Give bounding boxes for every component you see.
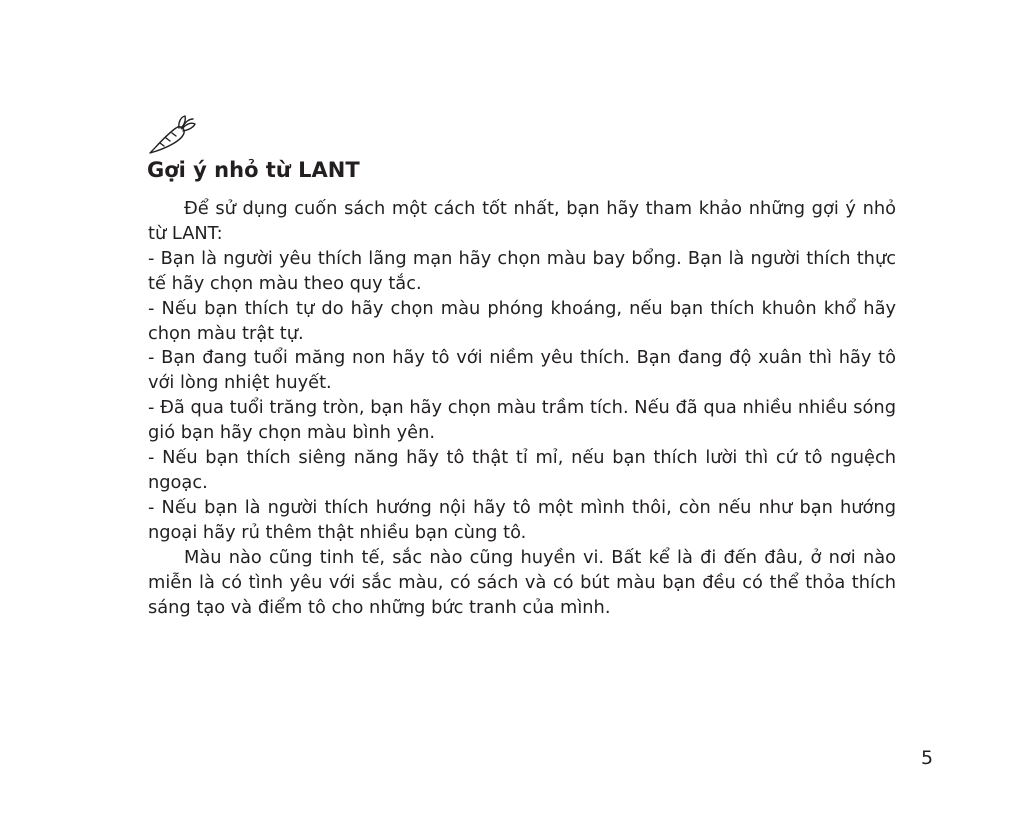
intro-paragraph: Để sử dụng cuốn sách một cách tốt nhất, bạn hãy tham khảo những gợi ý nhỏ từ LANT: bbox=[148, 198, 896, 244]
page-number: 5 bbox=[921, 747, 934, 769]
carrot-icon bbox=[146, 113, 198, 157]
tip-paragraph: - Nếu bạn là người thích hướng nội hãy tô một mình thôi, còn nếu như bạn hướng ngoại hãy rủ thêm thật nhiều bạn cùng tô. bbox=[148, 496, 896, 543]
page-title: Gợi ý nhỏ từ LANT bbox=[147, 158, 360, 182]
tip-paragraph: - Nếu bạn thích tự do hãy chọn màu phóng khoáng, nếu bạn thích khuôn khổ hãy chọn màu trật tự. bbox=[148, 297, 896, 344]
body-text bbox=[148, 197, 896, 620]
tip-paragraph: - Bạn là người yêu thích lãng mạn hãy chọn màu bay bổng. Bạn là người thích thực tế hãy chọn màu theo quy tắc. bbox=[148, 247, 896, 294]
tip-paragraph: - Bạn đang tuổi măng non hãy tô với niềm yêu thích. Bạn đang độ xuân thì hãy tô với lòng nhiệt huyết. bbox=[148, 347, 896, 394]
closing-paragraph: Màu nào cũng tinh tế, sắc nào cũng huyền vi. Bất kể là đi đến đâu, ở nơi nào miễn là có tình yêu với sắc màu, có sách và có bút màu bạn đều có thể thỏa thích sáng tạo và điểm tô cho những bức tranh của mình. bbox=[148, 546, 896, 618]
tip-paragraph: - Nếu bạn thích siêng năng hãy tô thật tỉ mỉ, nếu bạn thích lười thì cứ tô nguệch ngoạc. bbox=[148, 447, 896, 493]
tip-paragraph: - Đã qua tuổi trăng tròn, bạn hãy chọn màu trầm tích. Nếu đã qua nhiều nhiều sóng gió bạn hãy chọn màu bình yên. bbox=[148, 397, 896, 444]
